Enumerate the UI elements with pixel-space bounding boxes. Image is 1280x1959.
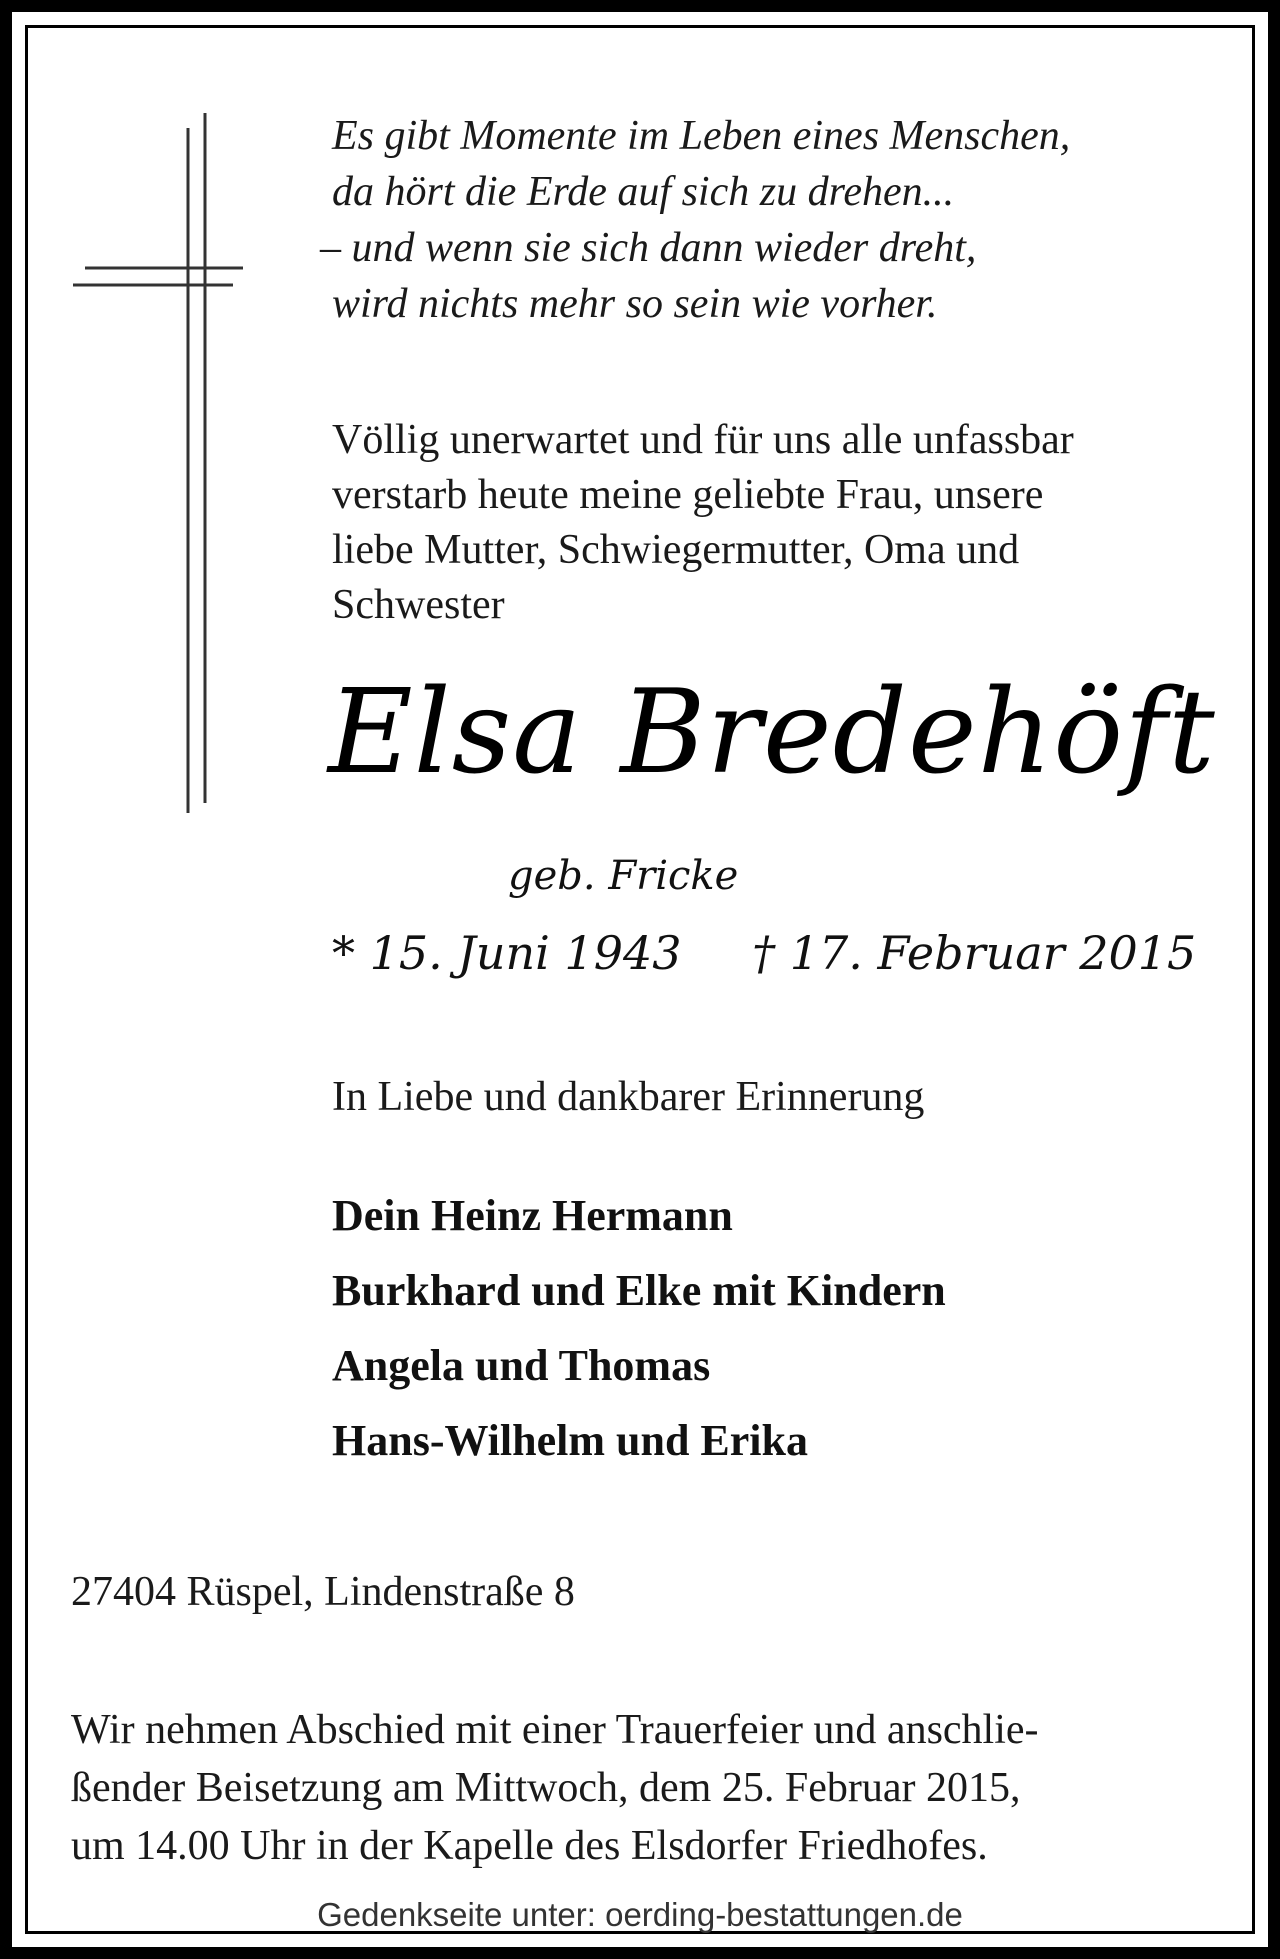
intro-line: Schwester bbox=[332, 582, 505, 628]
quote-line: – und wenn sie sich dann wieder dreht, bbox=[320, 225, 977, 271]
obituary-frame bbox=[12, 12, 1268, 1947]
intro-line: Völlig unerwartet und für uns alle unfassbar bbox=[332, 417, 1074, 463]
maiden-name: geb. Fricke bbox=[508, 853, 739, 899]
intro-line: liebe Mutter, Schwiegermutter, Oma und bbox=[332, 527, 1020, 573]
family-member: Hans-Wilhelm und Erika bbox=[332, 1416, 808, 1465]
deceased-name: Elsa Bredehöft bbox=[328, 665, 1216, 800]
quote-line: wird nichts mehr so sein wie vorher. bbox=[332, 281, 938, 327]
life-dates bbox=[332, 926, 1232, 980]
intro-line: verstarb heute meine geliebte Frau, unsere bbox=[332, 472, 1044, 518]
quote-line: da hört die Erde auf sich zu drehen... bbox=[332, 169, 955, 215]
quote-line: Es gibt Momente im Leben eines Menschen, bbox=[332, 113, 1071, 159]
birth-date: * 15. Juni 1943 bbox=[332, 926, 682, 980]
family-member: Burkhard und Elke mit Kindern bbox=[332, 1266, 946, 1315]
address: 27404 Rüspel, Lindenstraße 8 bbox=[71, 1569, 575, 1615]
cross-icon bbox=[73, 108, 253, 828]
death-date: † 17. Februar 2015 bbox=[752, 926, 1197, 980]
opening-quote bbox=[320, 108, 1232, 332]
service-line: um 14.00 Uhr in der Kapelle des Elsdorfer Friedhofes. bbox=[71, 1823, 988, 1869]
obituary-card bbox=[25, 25, 1255, 1934]
service-line: Wir nehmen Abschied mit einer Trauerfeier und anschlie- bbox=[71, 1707, 1039, 1753]
service-info bbox=[71, 1701, 1241, 1875]
announcement-text bbox=[332, 413, 1252, 633]
family-member: Dein Heinz Hermann bbox=[332, 1191, 733, 1240]
memory-line: In Liebe und dankbarer Erinnerung bbox=[332, 1074, 925, 1120]
service-line: ßender Beisetzung am Mittwoch, dem 25. Februar 2015, bbox=[71, 1765, 1021, 1811]
family-member: Angela und Thomas bbox=[332, 1341, 711, 1390]
memorial-page-link: Gedenkseite unter: oerding-bestattungen.de bbox=[317, 1896, 963, 1933]
family-list bbox=[332, 1188, 1232, 1488]
